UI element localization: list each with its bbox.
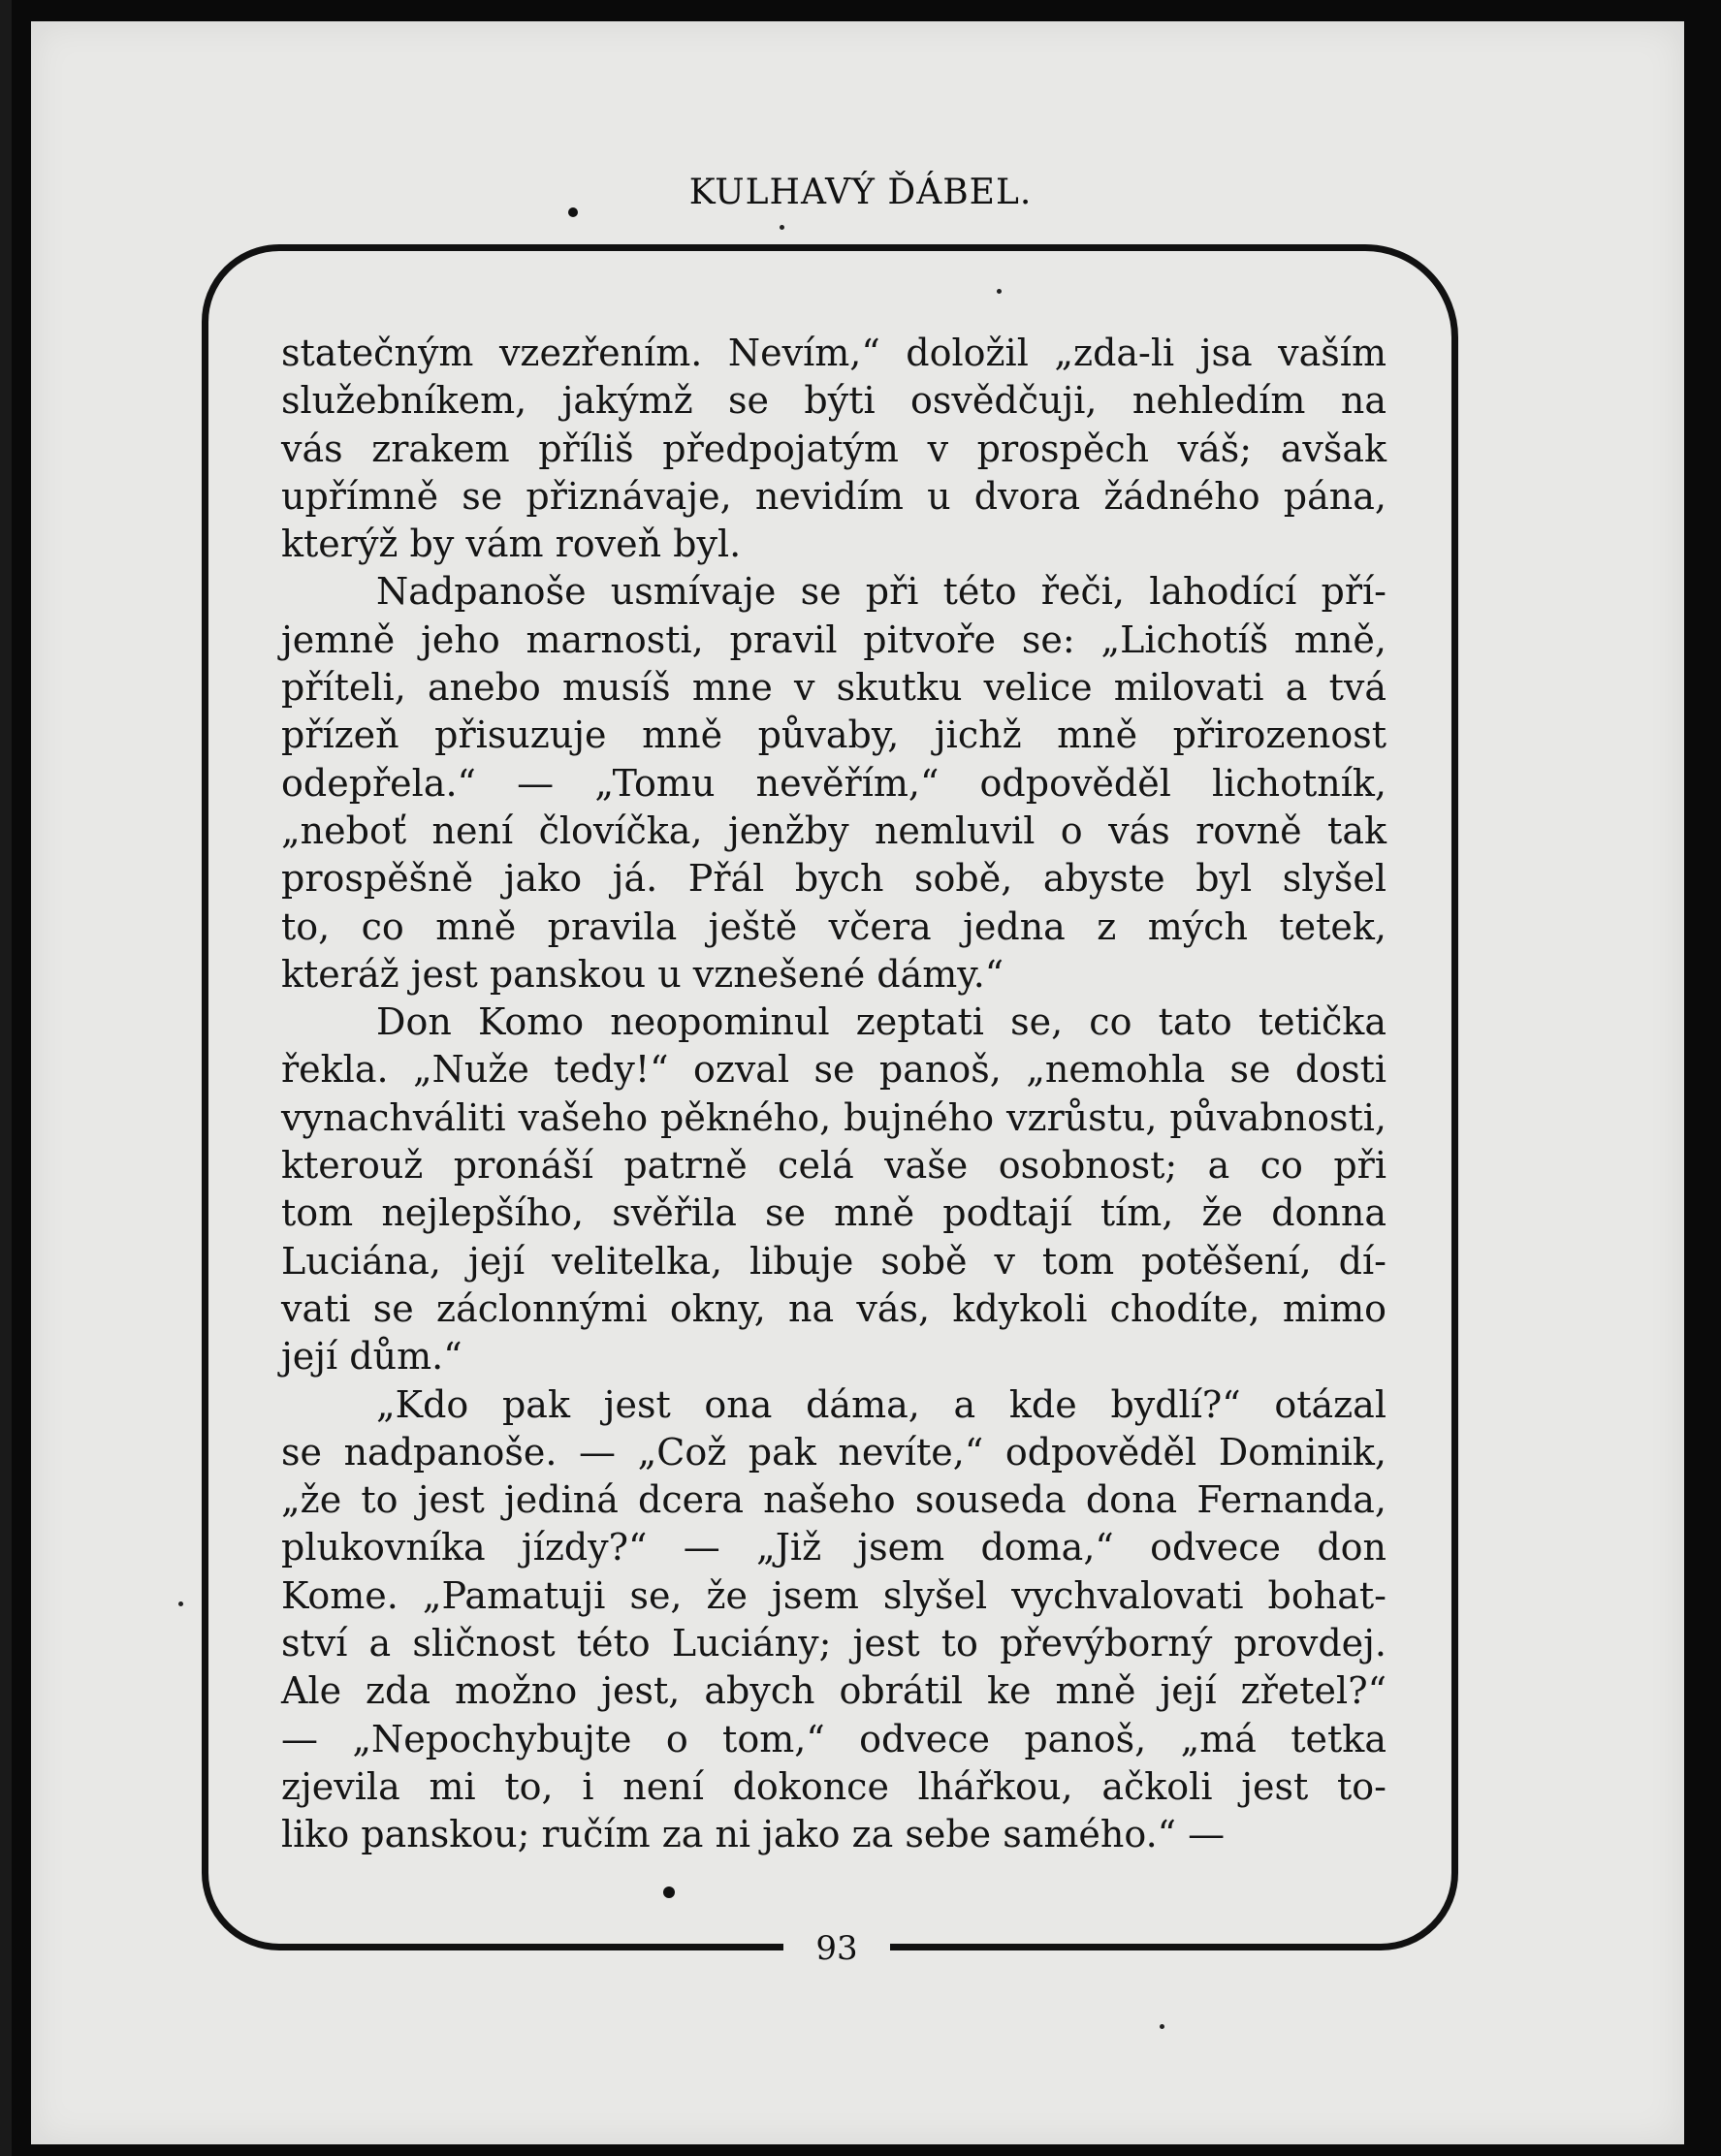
text-line: kteráž jest panskou u vznešené dámy.“ [281,952,1004,996]
paragraph [281,330,1386,568]
text-line: vynachváliti vašeho pěkného, bujného vzrůstu, půvabnosti, [281,1095,1386,1139]
text-line: Don Komo neopominul zeptati se, co tato tetička [376,1000,1386,1044]
scan-speck [997,289,1002,294]
paragraph [281,1381,1386,1859]
text-line: Luciána, její velitelka, libuje sobě v tom potěšení, dí- [281,1239,1386,1283]
text-line: jemně jeho marnosti, pravil pitvoře se: „Lichotíš mně, [281,618,1386,661]
text-line: její dům.“ [281,1335,462,1379]
text-line: příteli, anebo musíš mne v skutku velice milovati a tvá [281,666,1386,710]
text-line: se nadpanoše. — „Což pak nevíte,“ odpověděl Dominik, [281,1430,1386,1474]
text-line: kterýž by vám roveň byl. [281,523,742,566]
text-line: řekla. „Nuže tedy!“ ozval se panoš, „nemohla se dosti [281,1048,1386,1092]
header-ornament [568,207,578,217]
scan-speck [1160,2024,1164,2029]
paragraph [281,999,1386,1380]
scan-speck [178,1601,183,1606]
text-line: Nadpanoše usmívaje se při této řeči, lahodící pří- [376,570,1386,614]
page-title: KULHAVÝ ĎÁBEL. [688,173,1033,212]
text-line: tom nejlepšího, svěřila se mně podtají tím, že donna [281,1191,1386,1235]
text-line: vás zrakem příliš předpojatým v prospěch váš; avšak [281,427,1386,470]
text-line: služebníkem, jakýmž se býti osvědčuji, nehledím na [281,379,1386,423]
text-line: vati se záclonnými okny, na vás, kdykoli chodíte, mimo [281,1286,1386,1330]
text-line: odepřela.“ — „Tomu nevěřím,“ odpověděl lichotník, [281,761,1386,805]
text-line: upřímně se přiznávaje, nevidím u dvora žádného pána, [281,474,1386,518]
text-line: zjevila mi to, i není dokonce lhářkou, ačkoli jest to- [281,1764,1386,1808]
paragraph [281,568,1386,999]
page-number: 93 [815,1929,858,1968]
text-line: ství a sličnost této Luciány; jest to převýborný provdej. [281,1622,1386,1665]
text-line: to, co mně pravila ještě včera jedna z mých tetek, [281,904,1386,948]
text-line: plukovníka jízdy?“ — „Již jsem doma,“ odvece don [281,1526,1386,1569]
text-line: přízeň přisuzuje mně půvaby, jichž mně přirozenost [281,713,1386,757]
text-line: „Kdo pak jest ona dáma, a kde bydlí?“ otázal [376,1382,1386,1426]
scan-speck [780,225,784,230]
text-line: kterouž pronáší patrně celá vaše osobnost; a co při [281,1144,1386,1188]
text-line: liko panskou; ručím za ni jako za sebe samého.“ — [281,1813,1226,1856]
text-line: Kome. „Pamatuji se, že jsem slyšel vychvalovati bohat- [281,1573,1386,1617]
text-line: prospěšně jako já. Přál bych sobě, abyste byl slyšel [281,857,1386,901]
running-header [0,173,1721,212]
text-line: — „Nepochybujte o tom,“ odvece panoš, „má tetka [281,1717,1386,1760]
text-line: Ale zda možno jest, abych obrátil ke mně její zřetel?“ [281,1669,1386,1713]
scan-left-edge [0,0,12,2156]
text-line: „neboť není človíčka, jenžby nemluvil o vás rovně tak [281,808,1386,852]
text-line: statečným vzezřením. Nevím,“ doložil „zda-li jsa vaším [281,332,1386,374]
body-text [281,330,1386,1859]
footer-ornament [663,1886,675,1898]
text-line: „že to jest jediná dcera našeho souseda dona Fernanda, [281,1478,1386,1522]
